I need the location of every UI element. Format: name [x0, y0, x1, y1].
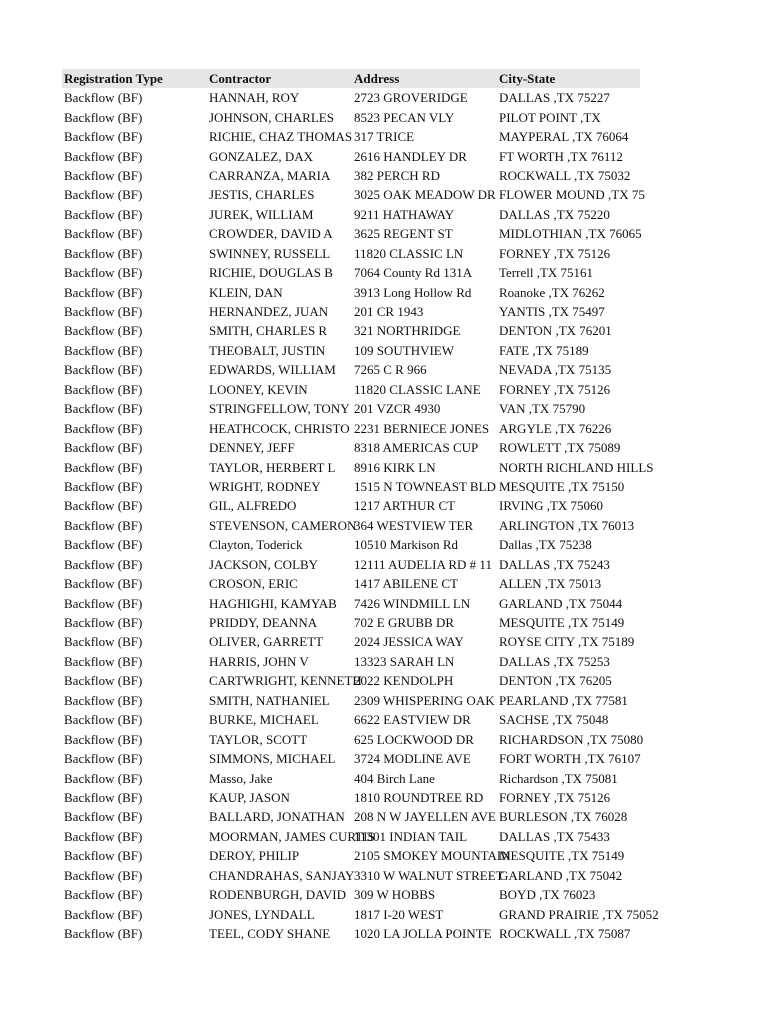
cell-contractor: MOORMAN, JAMES CURTIS — [209, 828, 375, 844]
cell-city-state: DENTON ,TX 76201 — [499, 323, 612, 339]
cell-city-state: NORTH RICHLAND HILLS — [499, 459, 654, 475]
cell-city-state: RICHARDSON ,TX 75080 — [499, 731, 644, 747]
cell-contractor: TEEL, CODY SHANE — [209, 926, 331, 942]
table-row — [62, 924, 640, 943]
cell-contractor: TAYLOR, SCOTT — [209, 731, 308, 747]
cell-city-state: Terrell ,TX 75161 — [499, 265, 594, 281]
cell-registration-type: Backflow (BF) — [64, 284, 143, 300]
cell-address: 3625 REGENT ST — [354, 226, 453, 242]
cell-address: 1020 LA JOLLA POINTE — [354, 926, 492, 942]
cell-address: 201 CR 1943 — [354, 304, 424, 320]
cell-registration-type: Backflow (BF) — [64, 867, 143, 883]
cell-city-state: FORNEY ,TX 75126 — [499, 789, 611, 805]
cell-city-state: MESQUITE ,TX 75149 — [499, 848, 625, 864]
table-row — [62, 88, 640, 107]
cell-contractor: RICHIE, CHAZ THOMAS — [209, 129, 353, 145]
cell-address: 2309 WHISPERING OAK — [354, 692, 495, 708]
table-row — [62, 146, 640, 165]
table-row — [62, 904, 659, 923]
table-row — [62, 671, 640, 690]
cell-city-state: VAN ,TX 75790 — [499, 401, 586, 417]
cell-address: 11301 INDIAN TAIL — [354, 828, 468, 844]
cell-registration-type: Backflow (BF) — [64, 381, 143, 397]
cell-address: 13323 SARAH LN — [354, 653, 455, 669]
cell-address: 1417 ABILENE CT — [354, 576, 458, 592]
cell-address: 3025 OAK MEADOW DR — [354, 187, 496, 203]
cell-city-state: DALLAS ,TX 75433 — [499, 828, 610, 844]
cell-contractor: Clayton, Toderick — [209, 537, 303, 553]
cell-contractor: JUREK, WILLIAM — [209, 206, 314, 222]
cell-registration-type: Backflow (BF) — [64, 401, 143, 417]
cell-registration-type: Backflow (BF) — [64, 90, 143, 106]
cell-city-state: ROCKWALL ,TX 75032 — [499, 167, 631, 183]
cell-city-state: PEARLAND ,TX 77581 — [499, 692, 628, 708]
cell-contractor: PRIDDY, DEANNA — [209, 615, 318, 631]
table-row — [62, 205, 640, 224]
cell-address: 2022 KENDOLPH — [354, 673, 454, 689]
cell-city-state: BOYD ,TX 76023 — [499, 887, 596, 903]
table-row — [62, 380, 640, 399]
table-row — [62, 438, 640, 457]
cell-city-state: Roanoke ,TX 76262 — [499, 284, 605, 300]
cell-address: 9211 HATHAWAY — [354, 206, 455, 222]
cell-registration-type: Backflow (BF) — [64, 148, 143, 164]
cell-registration-type: Backflow (BF) — [64, 362, 143, 378]
cell-city-state: DENTON ,TX 76205 — [499, 673, 612, 689]
cell-registration-type: Backflow (BF) — [64, 109, 143, 125]
cell-contractor: DEROY, PHILIP — [209, 848, 300, 864]
cell-registration-type: Backflow (BF) — [64, 517, 143, 533]
cell-city-state: GARLAND ,TX 75044 — [499, 595, 623, 611]
cell-contractor: TAYLOR, HERBERT L — [209, 459, 336, 475]
table-row — [62, 613, 640, 632]
cell-registration-type: Backflow (BF) — [64, 440, 143, 456]
cell-contractor: CROSON, ERIC — [209, 576, 298, 592]
cell-contractor: SIMMONS, MICHAEL — [209, 751, 336, 767]
cell-city-state: SACHSE ,TX 75048 — [499, 712, 609, 728]
cell-city-state: ROCKWALL ,TX 75087 — [499, 926, 631, 942]
cell-address: 2231 BERNIECE JONES — [354, 420, 490, 436]
cell-city-state: MIDLOTHIAN ,TX 76065 — [499, 226, 642, 242]
table-row — [62, 710, 640, 729]
cell-address: 3724 MODLINE AVE — [354, 751, 471, 767]
table-row — [62, 691, 640, 710]
cell-address: 1810 ROUNDTREE RD — [354, 789, 484, 805]
cell-contractor: SWINNEY, RUSSELL — [209, 245, 331, 261]
cell-address: 3913 Long Hollow Rd — [354, 284, 472, 300]
table-row — [62, 477, 640, 496]
cell-city-state: Dallas ,TX 75238 — [499, 537, 592, 553]
cell-registration-type: Backflow (BF) — [64, 828, 143, 844]
cell-contractor: CARTWRIGHT, KENNETH — [209, 673, 362, 689]
cell-address: 2024 JESSICA WAY — [354, 634, 464, 650]
cell-registration-type: Backflow (BF) — [64, 653, 143, 669]
table-row — [62, 885, 640, 904]
cell-registration-type: Backflow (BF) — [64, 712, 143, 728]
cell-contractor: CHANDRAHAS, SANJAY — [209, 867, 355, 883]
table-row — [62, 749, 640, 768]
cell-address: 321 NORTHRIDGE — [354, 323, 461, 339]
cell-registration-type: Backflow (BF) — [64, 926, 143, 942]
cell-address: 317 TRICE — [354, 129, 415, 145]
cell-address: 2723 GROVERIDGE — [354, 90, 468, 106]
table-row — [62, 418, 640, 437]
table-row — [62, 399, 640, 418]
table-row — [62, 866, 640, 885]
cell-city-state: IRVING ,TX 75060 — [499, 498, 604, 514]
cell-city-state: FORNEY ,TX 75126 — [499, 245, 611, 261]
cell-contractor: BALLARD, JONATHAN — [209, 809, 345, 825]
cell-city-state: PILOT POINT ,TX — [499, 109, 601, 125]
table-row — [62, 224, 640, 243]
table-row — [62, 555, 640, 574]
cell-city-state: ALLEN ,TX 75013 — [499, 576, 602, 592]
table-row — [62, 788, 640, 807]
cell-registration-type: Backflow (BF) — [64, 576, 143, 592]
cell-address: 702 E GRUBB DR — [354, 615, 455, 631]
cell-registration-type: Backflow (BF) — [64, 245, 143, 261]
table-row — [62, 632, 640, 651]
cell-registration-type: Backflow (BF) — [64, 187, 143, 203]
cell-address: 404 Birch Lane — [354, 770, 435, 786]
table-row — [62, 341, 640, 360]
header-registration-type: Registration Type — [64, 71, 163, 86]
table-row — [62, 263, 640, 282]
cell-city-state: MESQUITE ,TX 75149 — [499, 615, 625, 631]
cell-contractor: LOONEY, KEVIN — [209, 381, 308, 397]
cell-city-state: DALLAS ,TX 75253 — [499, 653, 610, 669]
cell-contractor: CROWDER, DAVID A — [209, 226, 333, 242]
table-row — [62, 496, 640, 515]
cell-registration-type: Backflow (BF) — [64, 692, 143, 708]
table-header-row — [62, 69, 640, 88]
cell-address: 2616 HANDLEY DR — [354, 148, 467, 164]
cell-city-state: ROYSE CITY ,TX 75189 — [499, 634, 635, 650]
table-row — [62, 807, 640, 826]
cell-contractor: JESTIS, CHARLES — [209, 187, 315, 203]
cell-address: 8523 PECAN VLY — [354, 109, 455, 125]
cell-registration-type: Backflow (BF) — [64, 498, 143, 514]
cell-address: 11820 CLASSIC LANE — [354, 381, 481, 397]
cell-registration-type: Backflow (BF) — [64, 323, 143, 339]
cell-address: 3310 W WALNUT STREET — [354, 867, 504, 883]
cell-contractor: HAGHIGHI, KAMYAB — [209, 595, 337, 611]
header-contractor: Contractor — [209, 71, 272, 86]
table-row — [62, 302, 640, 321]
cell-registration-type: Backflow (BF) — [64, 167, 143, 183]
table-row — [62, 244, 640, 263]
cell-city-state: GRAND PRAIRIE ,TX 75052 — [499, 906, 659, 922]
cell-city-state: FT WORTH ,TX 76112 — [499, 148, 623, 164]
cell-registration-type: Backflow (BF) — [64, 809, 143, 825]
cell-registration-type: Backflow (BF) — [64, 789, 143, 805]
cell-registration-type: Backflow (BF) — [64, 906, 143, 922]
table-row — [62, 107, 640, 126]
cell-registration-type: Backflow (BF) — [64, 731, 143, 747]
cell-address: 109 SOUTHVIEW — [354, 342, 455, 358]
cell-city-state: YANTIS ,TX 75497 — [499, 304, 605, 320]
cell-registration-type: Backflow (BF) — [64, 634, 143, 650]
table-row — [62, 185, 645, 204]
table-row — [62, 768, 640, 787]
cell-address: 382 PERCH RD — [354, 167, 440, 183]
cell-address: 12111 AUDELIA RD # 11 — [354, 556, 492, 572]
cell-contractor: JACKSON, COLBY — [209, 556, 319, 572]
cell-city-state: FORT WORTH ,TX 76107 — [499, 751, 641, 767]
cell-contractor: JONES, LYNDALL — [209, 906, 315, 922]
cell-address: 309 W HOBBS — [354, 887, 436, 903]
cell-address: 7064 County Rd 131A — [354, 265, 473, 281]
cell-registration-type: Backflow (BF) — [64, 459, 143, 475]
cell-registration-type: Backflow (BF) — [64, 751, 143, 767]
cell-registration-type: Backflow (BF) — [64, 770, 143, 786]
cell-contractor: DENNEY, JEFF — [209, 440, 295, 456]
cell-contractor: STEVENSON, CAMERON — [209, 517, 357, 533]
cell-contractor: HARRIS, JOHN V — [209, 653, 309, 669]
table-body — [62, 88, 659, 943]
registration-table — [62, 69, 659, 943]
cell-registration-type: Backflow (BF) — [64, 478, 143, 494]
cell-contractor: HEATHCOCK, CHRISTO — [209, 420, 350, 436]
cell-contractor: Masso, Jake — [209, 770, 273, 786]
cell-address: 6622 EASTVIEW DR — [354, 712, 471, 728]
cell-address: 2105 SMOKEY MOUNTAIN — [354, 848, 511, 864]
cell-address: 11820 CLASSIC LN — [354, 245, 464, 261]
cell-contractor: RODENBURGH, DAVID — [209, 887, 346, 903]
cell-registration-type: Backflow (BF) — [64, 226, 143, 242]
cell-address: 8916 KIRK LN — [354, 459, 436, 475]
cell-registration-type: Backflow (BF) — [64, 265, 143, 281]
cell-registration-type: Backflow (BF) — [64, 556, 143, 572]
cell-registration-type: Backflow (BF) — [64, 537, 143, 553]
cell-contractor: EDWARDS, WILLIAM — [209, 362, 336, 378]
cell-contractor: SMITH, NATHANIEL — [209, 692, 330, 708]
cell-address: 1817 I-20 WEST — [354, 906, 444, 922]
cell-registration-type: Backflow (BF) — [64, 206, 143, 222]
table-row — [62, 846, 640, 865]
cell-contractor: GONZALEZ, DAX — [209, 148, 313, 164]
cell-city-state: BURLESON ,TX 76028 — [499, 809, 628, 825]
cell-registration-type: Backflow (BF) — [64, 342, 143, 358]
cell-address: 7265 C R 966 — [354, 362, 427, 378]
table-row — [62, 535, 640, 554]
table-row — [62, 457, 654, 476]
table-row — [62, 593, 640, 612]
table-row — [62, 516, 640, 535]
cell-address: 1217 ARTHUR CT — [354, 498, 456, 514]
table-row — [62, 574, 640, 593]
cell-address: 625 LOCKWOOD DR — [354, 731, 474, 747]
cell-contractor: KLEIN, DAN — [209, 284, 283, 300]
cell-city-state: ARGYLE ,TX 76226 — [499, 420, 612, 436]
table-row — [62, 827, 640, 846]
cell-city-state: ARLINGTON ,TX 76013 — [499, 517, 635, 533]
cell-contractor: WRIGHT, RODNEY — [209, 478, 321, 494]
cell-contractor: THEOBALT, JUSTIN — [209, 342, 326, 358]
cell-registration-type: Backflow (BF) — [64, 304, 143, 320]
cell-contractor: GIL, ALFREDO — [209, 498, 297, 514]
cell-address: 8318 AMERICAS CUP — [354, 440, 479, 456]
table-row — [62, 166, 640, 185]
header-city-state: City-State — [499, 71, 556, 86]
cell-registration-type: Backflow (BF) — [64, 615, 143, 631]
cell-city-state: DALLAS ,TX 75227 — [499, 90, 610, 106]
cell-address: 7426 WINDMILL LN — [354, 595, 471, 611]
cell-contractor: STRINGFELLOW, TONY — [209, 401, 350, 417]
cell-city-state: GARLAND ,TX 75042 — [499, 867, 623, 883]
cell-city-state: FORNEY ,TX 75126 — [499, 381, 611, 397]
cell-contractor: RICHIE, DOUGLAS B — [209, 265, 333, 281]
table-row — [62, 360, 640, 379]
table-row — [62, 652, 640, 671]
cell-contractor: SMITH, CHARLES R — [209, 323, 328, 339]
cell-city-state: FATE ,TX 75189 — [499, 342, 589, 358]
table-row — [62, 282, 640, 301]
cell-address: 208 N W JAYELLEN AVE — [354, 809, 496, 825]
table-row — [62, 127, 640, 146]
cell-registration-type: Backflow (BF) — [64, 848, 143, 864]
cell-city-state: Richardson ,TX 75081 — [499, 770, 618, 786]
cell-registration-type: Backflow (BF) — [64, 129, 143, 145]
cell-city-state: NEVADA ,TX 75135 — [499, 362, 612, 378]
cell-contractor: HERNANDEZ, JUAN — [209, 304, 329, 320]
cell-contractor: KAUP, JASON — [209, 789, 290, 805]
cell-city-state: MAYPERAL ,TX 76064 — [499, 129, 629, 145]
cell-address: 364 WESTVIEW TER — [354, 517, 474, 533]
cell-contractor: CARRANZA, MARIA — [209, 167, 331, 183]
cell-contractor: JOHNSON, CHARLES — [209, 109, 334, 125]
header-address: Address — [354, 71, 400, 86]
table-row — [62, 321, 640, 340]
cell-address: 10510 Markison Rd — [354, 537, 458, 553]
cell-registration-type: Backflow (BF) — [64, 673, 143, 689]
cell-city-state: DALLAS ,TX 75220 — [499, 206, 610, 222]
cell-city-state: MESQUITE ,TX 75150 — [499, 478, 625, 494]
cell-registration-type: Backflow (BF) — [64, 595, 143, 611]
cell-contractor: OLIVER, GARRETT — [209, 634, 324, 650]
cell-address: 1515 N TOWNEAST BLD — [354, 478, 496, 494]
cell-registration-type: Backflow (BF) — [64, 420, 143, 436]
table-row — [62, 729, 644, 748]
cell-city-state: FLOWER MOUND ,TX 75 — [499, 187, 645, 203]
cell-city-state: ROWLETT ,TX 75089 — [499, 440, 621, 456]
cell-address: 201 VZCR 4930 — [354, 401, 441, 417]
cell-city-state: DALLAS ,TX 75243 — [499, 556, 610, 572]
cell-registration-type: Backflow (BF) — [64, 887, 143, 903]
cell-contractor: HANNAH, ROY — [209, 90, 300, 106]
cell-contractor: BURKE, MICHAEL — [209, 712, 319, 728]
